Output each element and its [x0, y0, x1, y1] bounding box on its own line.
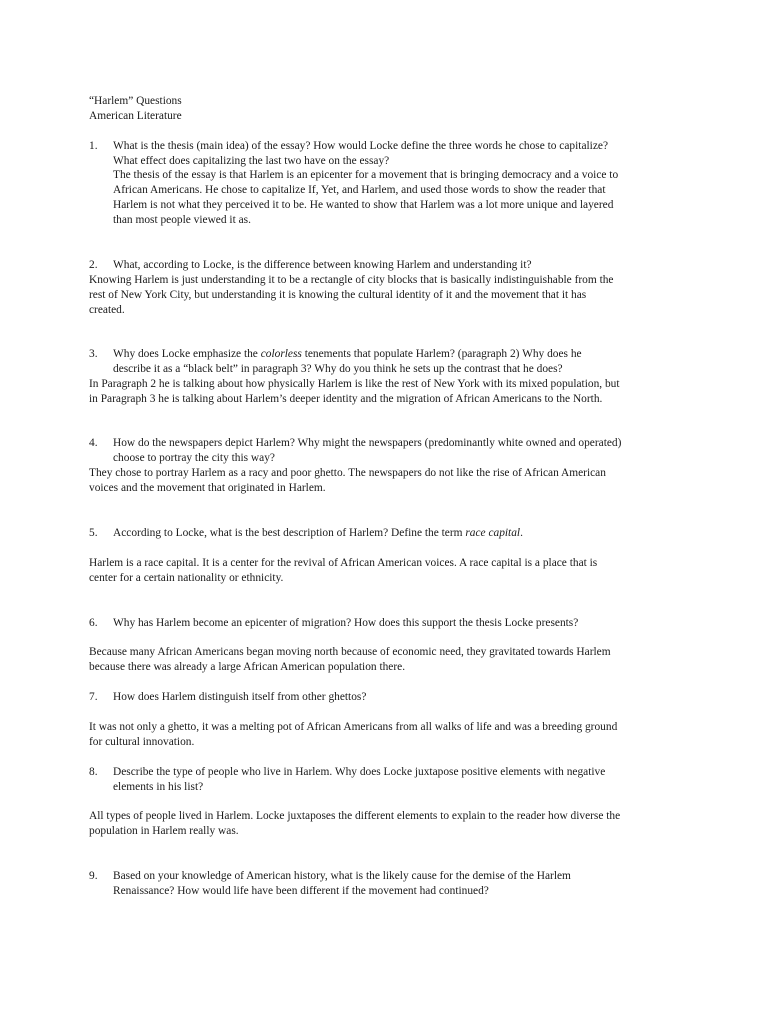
question-9-number: 9. — [89, 870, 98, 882]
answer-1-line-2: African Americans. He chose to capitalize If, Yet, and Harlem, and used those words to show the reader that — [113, 184, 606, 196]
answer-1-line-4: than most people viewed it as. — [113, 214, 251, 226]
question-4-number: 4. — [89, 437, 98, 449]
answer-4-line-1: They chose to portray Harlem as a racy and poor ghetto. The newspapers do not like the rise of African American — [89, 467, 606, 479]
question-7-number: 7. — [89, 691, 98, 703]
question-5-text-part-b: . — [520, 527, 523, 539]
question-6-number: 6. — [89, 617, 98, 629]
answer-1-line-1: The thesis of the essay is that Harlem is an epicenter for a movement that is bringing democracy and a voice to — [113, 169, 619, 181]
question-3-text-line-1 — [113, 347, 582, 362]
answer-2-line-3: created. — [89, 304, 125, 316]
answer-7-line-2: for cultural innovation. — [89, 736, 195, 748]
answer-4-line-2: voices and the movement that originated in Harlem. — [89, 482, 326, 494]
answer-7-line-1: It was not only a ghetto, it was a melting pot of African Americans from all walks of life and was a breeding ground — [89, 721, 618, 733]
question-2-text-line-1: What, according to Locke, is the difference between knowing Harlem and understanding it? — [113, 259, 532, 271]
answer-2-line-2: rest of New York City, but understanding it is knowing the cultural identity of it and the movement that it has — [89, 289, 587, 301]
question-3-text-part-b: tenements that populate Harlem? (paragraph 2) Why does he — [301, 348, 582, 360]
document-title: “Harlem” Questions — [89, 95, 182, 107]
answer-2-line-1: Knowing Harlem is just understanding it to be a rectangle of city blocks that is basically indistinguishable from the — [89, 274, 614, 286]
question-3-number: 3. — [89, 348, 98, 360]
answer-8-line-1: All types of people lived in Harlem. Locke juxtaposes the different elements to explain to the reader how diverse the — [89, 810, 621, 822]
question-5-emphasis-race-capital: race capital — [465, 527, 521, 539]
question-8-text-line-1: Describe the type of people who live in Harlem. Why does Locke juxtapose positive elements with negative — [113, 766, 606, 778]
answer-1-line-3: Harlem is not what they perceived it to be. He wanted to show that Harlem was a lot more unique and layered — [113, 199, 614, 211]
question-8-number: 8. — [89, 766, 98, 778]
question-2-number: 2. — [89, 259, 98, 271]
question-1-number: 1. — [89, 140, 98, 152]
document-subtitle: American Literature — [89, 110, 182, 122]
question-4-text-line-1: How do the newspapers depict Harlem? Why might the newspapers (predominantly white owned and operated) — [113, 437, 622, 449]
answer-8-line-2: population in Harlem really was. — [89, 825, 239, 837]
question-5-text-line-1 — [113, 526, 523, 541]
question-9-text-line-2: Renaissance? How would life have been different if the movement had continued? — [113, 885, 489, 897]
question-3-emphasis-colorless: colorless — [260, 348, 302, 360]
question-3-text-line-2: describe it as a “black belt” in paragraph 3? Why do you think he sets up the contrast that he does? — [113, 363, 563, 375]
question-5-number: 5. — [89, 527, 98, 539]
answer-6-line-2: because there was already a large African American population there. — [89, 661, 406, 673]
question-5-text-part-a: According to Locke, what is the best description of Harlem? Define the term — [113, 527, 466, 539]
question-1-text-line-2: What effect does capitalizing the last two have on the essay? — [113, 155, 390, 167]
question-9-text-line-1: Based on your knowledge of American history, what is the likely cause for the demise of the Harlem — [113, 870, 571, 882]
question-4-text-line-2: choose to portray the city this way? — [113, 452, 275, 464]
answer-3-line-1: In Paragraph 2 he is talking about how physically Harlem is like the rest of New York with its mixed population, but — [89, 378, 620, 390]
question-3-text-part-a: Why does Locke emphasize the — [113, 348, 261, 360]
question-1-text-line-1: What is the thesis (main idea) of the essay? How would Locke define the three words he chose to capitalize? — [113, 140, 608, 152]
question-8-text-line-2: elements in his list? — [113, 781, 204, 793]
question-6-text-line-1: Why has Harlem become an epicenter of migration? How does this support the thesis Locke presents? — [113, 617, 579, 629]
answer-5-line-1: Harlem is a race capital. It is a center for the revival of African American voices. A race capital is a place that is — [89, 557, 598, 569]
answer-6-line-1: Because many African Americans began moving north because of economic need, they gravitated towards Harlem — [89, 646, 611, 658]
question-7-text-line-1: How does Harlem distinguish itself from other ghettos? — [113, 691, 367, 703]
answer-5-line-2: center for a certain nationality or ethnicity. — [89, 572, 284, 584]
answer-3-line-2: in Paragraph 3 he is talking about Harlem’s deeper identity and the migration of African Americans to the North. — [89, 393, 603, 405]
